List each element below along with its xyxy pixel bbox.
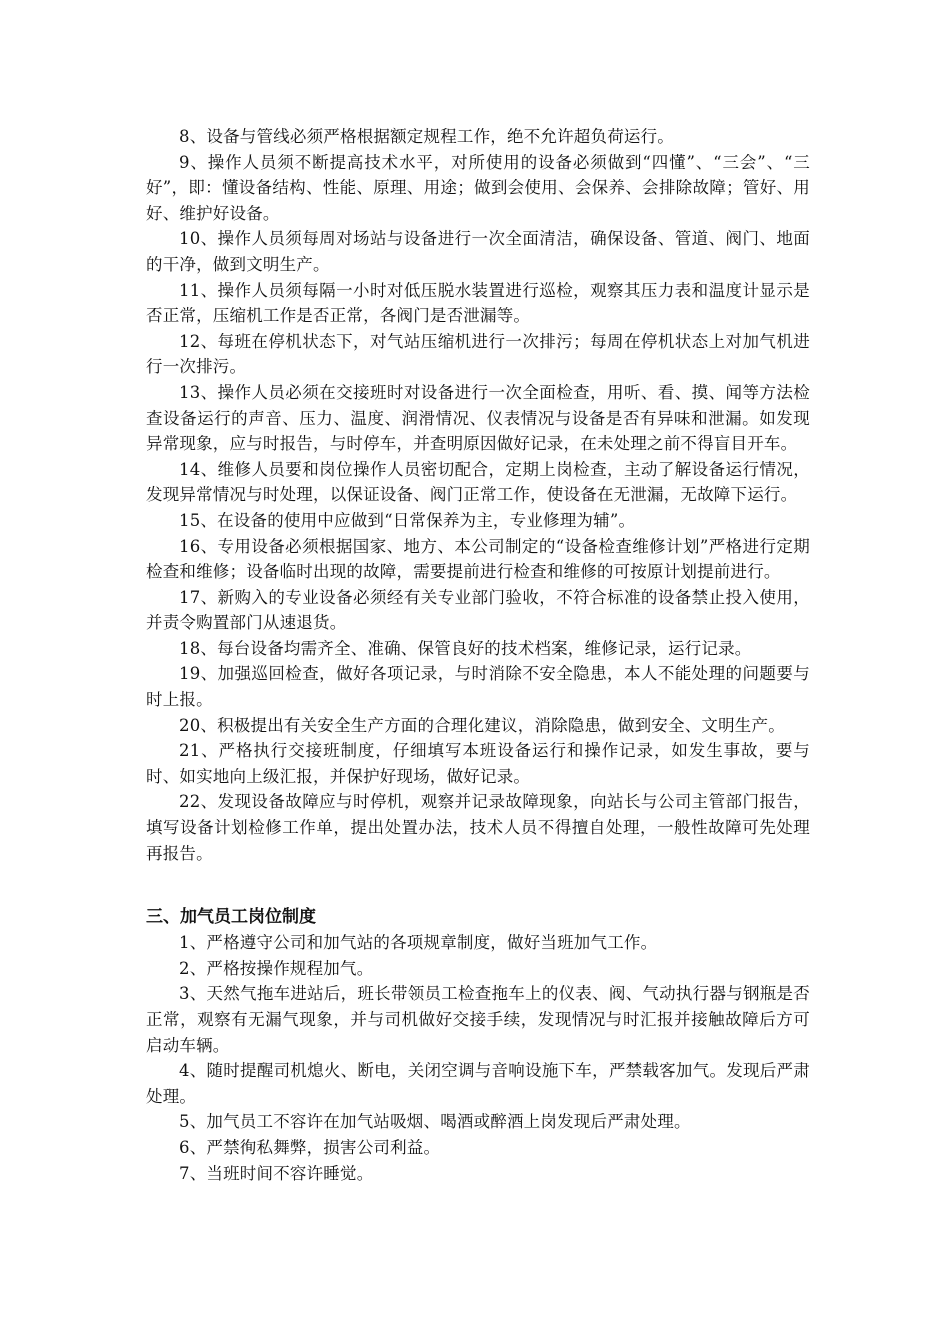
attendant-rule-6: 6、严禁徇私舞弊，损害公司利益。	[179, 1137, 441, 1157]
attendant-rule-4: 4、随时提醒司机熄火、断电，关闭空调与音响设施下车，严禁载客加气。发现后严肃处理。	[146, 1061, 810, 1106]
rule-item-9: 9、操作人员须不断提高技术水平，对所使用的设备必须做到“四懂”、“三会”、“三好”，即：懂设备结构、性能、原理、用途；做到会使用、会保养、会排除故障；管好、用好、维护好设备。	[146, 152, 810, 223]
rule-item-14: 14、维修人员要和岗位操作人员密切配合，定期上岗检查，主动了解设备运行情况，发现异常情况与时处理，以保证设备、阀门正常工作，使设备在无泄漏，无故障下运行。	[146, 459, 810, 505]
section-spacer	[146, 866, 810, 904]
rule-item-17: 17、新购入的专业设备必须经有关专业部门验收，不符合标准的设备禁止投入使用，并责令购置部门从速退货。	[146, 587, 810, 633]
rule-item-15: 15、在设备的使用中应做到“日常保养为主，专业修理为辅”。	[179, 510, 636, 530]
rule-item-18: 18、每台设备均需齐全、准确、保管良好的技术档案，维修记录，运行记录。	[179, 638, 752, 658]
rule-item-16: 16、专用设备必须根据国家、地方、本公司制定的“设备检查维修计划”严格进行定期检查和维修；设备临时出现的故障，需要提前进行检查和维修的可按原计划提前进行。	[146, 536, 810, 582]
section-heading: 三、加气员工岗位制度	[146, 907, 316, 928]
rule-item-20: 20、积极提出有关安全生产方面的合理化建议，消除隐患，做到安全、文明生产。	[179, 715, 785, 735]
attendant-rule-5: 5、加气员工不容许在加气站吸烟、喝酒或醉酒上岗发现后严肃处理。	[179, 1112, 691, 1132]
rule-item-11: 11、操作人员须每隔一小时对低压脱水装置进行巡检，观察其压力表和温度计显示是否正常，压缩机工作是否正常，各阀门是否泄漏等。	[146, 280, 810, 326]
attendant-rule-7: 7、当班时间不容许睡觉。	[179, 1163, 374, 1183]
rule-item-10: 10、操作人员须每周对场站与设备进行一次全面清洁，确保设备、管道、阀门、地面的干净，做到文明生产。	[146, 229, 810, 274]
rule-item-8: 8、设备与管线必须严格根据额定规程工作，绝不允许超负荷运行。	[179, 127, 674, 146]
rule-item-12: 12、每班在停机状态下，对气站压缩机进行一次排污；每周在停机状态上对加气机进行一次排污。	[146, 331, 810, 377]
attendant-rule-2: 2、严格按操作规程加气。	[179, 958, 374, 978]
rule-item-19: 19、加强巡回检查，做好各项记录，与时消除不安全隐患，本人不能处理的问题要与时上报。	[146, 664, 810, 710]
document-page	[146, 124, 810, 1186]
rule-item-13: 13、操作人员必须在交接班时对设备进行一次全面检查，用听、看、摸、闻等方法检查设备运行的声音、压力、温度、润滑情况、仪表情况与设备是否有异味和泄漏。如发现异常现象，应与时报告，与时停车，并查明原因做好记录，在未处理之前不得盲目开车。	[146, 382, 810, 454]
attendant-rule-1: 1、严格遵守公司和加气站的各项规章制度，做好当班加气工作。	[179, 933, 658, 953]
attendant-rule-3: 3、天然气拖车进站后，班长带领员工检查拖车上的仪表、阀、气动执行器与钢瓶是否正常，观察有无漏气现象，并与司机做好交接手续，发现情况与时汇报并接触故障后方可启动车辆。	[146, 984, 810, 1055]
rule-item-21: 21、严格执行交接班制度，仔细填写本班设备运行和操作记录，如发生事故，要与时、如实地向上级汇报，并保护好现场，做好记录。	[146, 741, 810, 786]
rule-item-22: 22、发现设备故障应与时停机，观察并记录故障现象，向站长与公司主管部门报告，填写设备计划检修工作单，提出处置办法，技术人员不得擅自处理，一般性故障可先处理再报告。	[146, 792, 810, 863]
